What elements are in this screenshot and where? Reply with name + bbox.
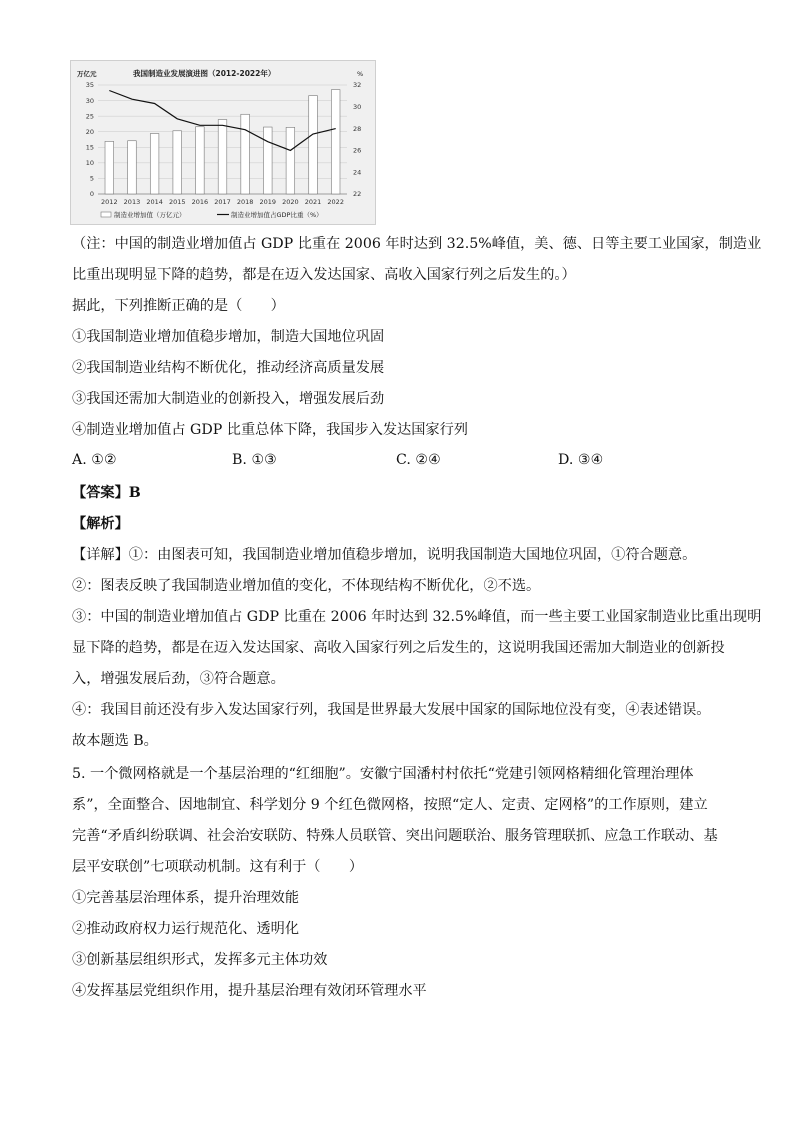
right-axis-unit: % bbox=[357, 70, 364, 78]
x-tick-label: 2020 bbox=[282, 198, 299, 206]
statement-1: ①我国制造业增加值稳步增加，制造大国地位巩固 bbox=[72, 329, 385, 345]
left-tick-label: 20 bbox=[85, 127, 94, 136]
chart-title: 我国制造业发展演进图（2012-2022年） bbox=[133, 69, 276, 78]
detail-line-4: 显下降的趋势，都是在迈入发达国家、高收入国家行列之后发生的，这说明我国还需加大制造业的创新投 bbox=[72, 640, 725, 656]
option-d[interactable]: D. ③④ bbox=[558, 452, 604, 468]
right-tick-label: 30 bbox=[353, 103, 362, 111]
right-tick-label: 24 bbox=[353, 168, 362, 177]
statement-3: ③我国还需加大制造业的创新投入，增强发展后劲 bbox=[72, 391, 385, 407]
x-tick-label: 2016 bbox=[191, 198, 209, 206]
bar-2012 bbox=[105, 141, 114, 194]
option-a[interactable]: A. ①② bbox=[72, 452, 117, 468]
detail-line-1: 【详解】①：由图表可知，我国制造业增加值稳步增加，说明我国制造大国地位巩固，①符合题意。 bbox=[72, 547, 697, 563]
detail-line-2: ②：图表反映了我国制造业增加值的变化，不体现结构不断优化，②不选。 bbox=[72, 578, 541, 594]
detail-line-5: 入，增强发展后劲，③符合题意。 bbox=[72, 671, 285, 687]
x-tick-label: 2013 bbox=[123, 198, 141, 206]
x-tick-label: 2021 bbox=[304, 198, 322, 206]
left-tick-label: 0 bbox=[89, 190, 94, 199]
right-tick-label: 28 bbox=[353, 124, 362, 133]
detail-line-6: ④：我国目前还没有步入发达国家行列，我国是世界最大发展中国家的国际地位没有变，④表述错误。 bbox=[72, 702, 711, 718]
bar-2013 bbox=[128, 141, 137, 194]
x-tick-label: 2018 bbox=[236, 198, 254, 206]
option-b[interactable]: B. ①③ bbox=[232, 452, 277, 468]
left-tick-label: 5 bbox=[89, 174, 94, 183]
right-tick-label: 32 bbox=[353, 81, 362, 90]
note-line-1: （注：中国的制造业增加值占 GDP 比重在 2006 年时达到 32.5%峰值，美、德、日等主要工业国家，制造业 bbox=[72, 236, 762, 252]
detail-line-7: 故本题选 B。 bbox=[72, 733, 158, 749]
bar-2019 bbox=[263, 127, 272, 194]
bar-2020 bbox=[286, 127, 295, 194]
left-tick-label: 25 bbox=[85, 112, 94, 121]
x-tick-label: 2019 bbox=[259, 198, 277, 206]
analysis-label: 【解析】 bbox=[72, 516, 129, 532]
left-tick-label: 10 bbox=[85, 159, 94, 168]
legend-bar-label: 制造业增加值（万亿元） bbox=[114, 211, 186, 219]
legend-bar-swatch bbox=[101, 212, 111, 217]
bar-2015 bbox=[173, 131, 182, 194]
q5-line-2: 系”，全面整合、因地制宜、科学划分 9 个红色微网格，按照“定人、定责、定网格”的工作原则，建立 bbox=[72, 797, 708, 813]
q5-statement-3: ③创新基层组织形式，发挥多元主体功效 bbox=[72, 952, 328, 968]
left-axis-unit: 万亿元 bbox=[77, 70, 97, 78]
bar-2016 bbox=[196, 127, 205, 194]
note-line-2: 比重出现明显下降的趋势，都是在迈入发达国家、高收入国家行列之后发生的。） bbox=[72, 267, 576, 283]
answer-label: 【答案】B bbox=[72, 485, 141, 501]
q5-statement-1: ①完善基层治理体系，提升治理效能 bbox=[72, 890, 300, 906]
chart-svg bbox=[71, 61, 375, 224]
option-c[interactable]: C. ②④ bbox=[396, 452, 441, 468]
q5-line-3: 完善“矛盾纠纷联调、社会治安联防、特殊人员联管、突出问题联治、服务管理联抓、应急工作联动、基 bbox=[72, 828, 718, 844]
x-tick-label: 2012 bbox=[101, 198, 118, 206]
x-tick-label: 2022 bbox=[327, 198, 344, 206]
bar-2014 bbox=[150, 134, 159, 194]
left-tick-label: 15 bbox=[85, 143, 94, 152]
x-tick-label: 2014 bbox=[146, 198, 163, 206]
chart-legend bbox=[101, 210, 323, 219]
right-tick-label: 26 bbox=[353, 146, 362, 155]
q5-line-4: 层平安联创”七项联动机制。这有利于（ ） bbox=[72, 859, 364, 875]
x-tick-label: 2015 bbox=[168, 198, 186, 206]
question-stem: 据此，下列推断正确的是（ ） bbox=[72, 298, 285, 314]
bar-2022 bbox=[331, 90, 340, 194]
legend-line-label: 制造业增加值占GDP比重（%） bbox=[231, 211, 323, 219]
detail-line-3: ③：中国的制造业增加值占 GDP 比重在 2006 年时达到 32.5%峰值，而一些主要工业国家制造业比重出现明 bbox=[72, 609, 762, 625]
bar-2018 bbox=[241, 114, 250, 194]
q5-statement-4: ④发挥基层党组织作用，提升基层治理有效闭环管理水平 bbox=[72, 983, 427, 999]
manufacturing-chart bbox=[70, 60, 376, 225]
statement-2: ②我国制造业结构不断优化，推动经济高质量发展 bbox=[72, 360, 385, 376]
bar-2017 bbox=[218, 120, 227, 194]
q5-line-1: 5. 一个微网格就是一个基层治理的“红细胞”。安徽宁国潘村村依托“党建引领网格精细化管理治理体 bbox=[72, 766, 694, 782]
bar-2021 bbox=[309, 96, 318, 194]
right-tick-label: 22 bbox=[353, 190, 362, 199]
statement-4: ④制造业增加值占 GDP 比重总体下降，我国步入发达国家行列 bbox=[72, 422, 468, 438]
left-tick-label: 30 bbox=[85, 96, 94, 105]
x-tick-label: 2017 bbox=[214, 198, 231, 206]
left-tick-label: 35 bbox=[85, 81, 94, 90]
answer-options bbox=[72, 452, 712, 472]
q5-statement-2: ②推动政府权力运行规范化、透明化 bbox=[72, 921, 300, 937]
